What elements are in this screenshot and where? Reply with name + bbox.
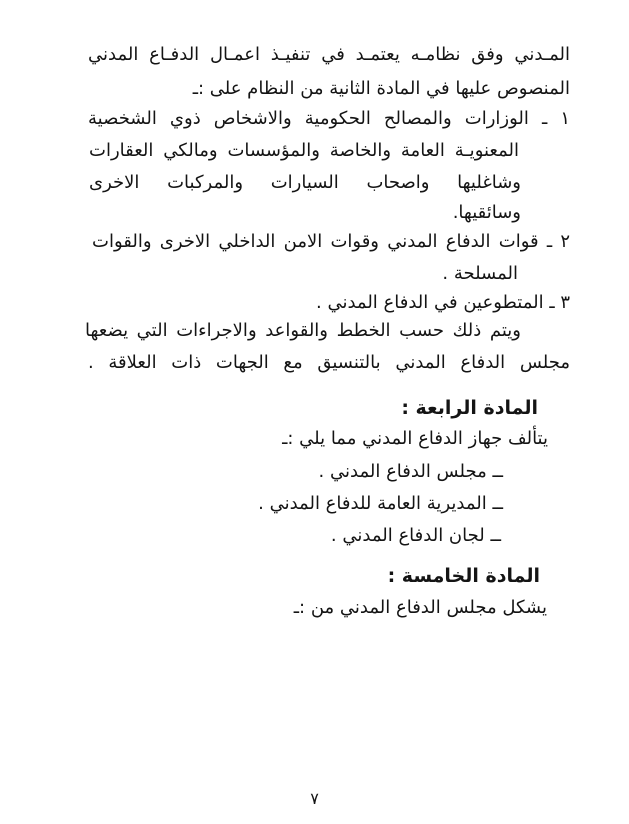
article-four-list-item: ــ مجلس الدفاع المدني . [318,461,503,482]
paragraph-continuation-line: المـدني وفق نظامـه يعتمـد في تنفيـذ اعمـال الدفـاع المدني [88,44,570,65]
article-five-heading: المادة الخامسة : [387,565,540,587]
numbered-item-1-line: وشاغليها واصحاب السيارات والمركبات الاخرى [89,172,521,193]
article-four-intro: يتألف جهاز الدفاع المدني مما يلي :ـ [282,428,548,449]
closing-paragraph-line: ويتم ذلك حسب الخطط والقواعد والاجراءات التي يضعها [85,320,521,341]
numbered-item-1-line: ١ ـ الوزارات والمصالح الحكومية والاشخاص ذوي الشخصية [88,108,570,129]
article-four-heading: المادة الرابعة : [401,397,538,419]
article-five-intro: يشكل مجلس الدفاع المدني من :ـ [293,597,547,618]
numbered-item-1-line: وسائقيها. [452,202,521,223]
numbered-item-2-line: ٢ ـ قوات الدفاع المدني وقوات الامن الداخلي الاخرى والقوات [92,231,570,252]
article-four-list-item: ــ المديرية العامة للدفاع المدني . [258,493,503,514]
paragraph-continuation-line: المنصوص عليها في المادة الثانية من النظام على :ـ [192,78,570,99]
page-number: ٧ [310,789,319,808]
closing-paragraph-line: مجلس الدفاع المدني بالتنسيق مع الجهات ذات العلاقة . [88,352,570,373]
numbered-item-3-line: ٣ ـ المتطوعين في الدفاع المدني . [316,292,570,313]
article-four-list-item: ــ لجان الدفاع المدني . [330,525,501,546]
numbered-item-2-line: المسلحة . [442,263,518,284]
numbered-item-1-line: المعنويـة العامة والخاصة والمؤسسات ومالكي العقارات [89,140,519,161]
